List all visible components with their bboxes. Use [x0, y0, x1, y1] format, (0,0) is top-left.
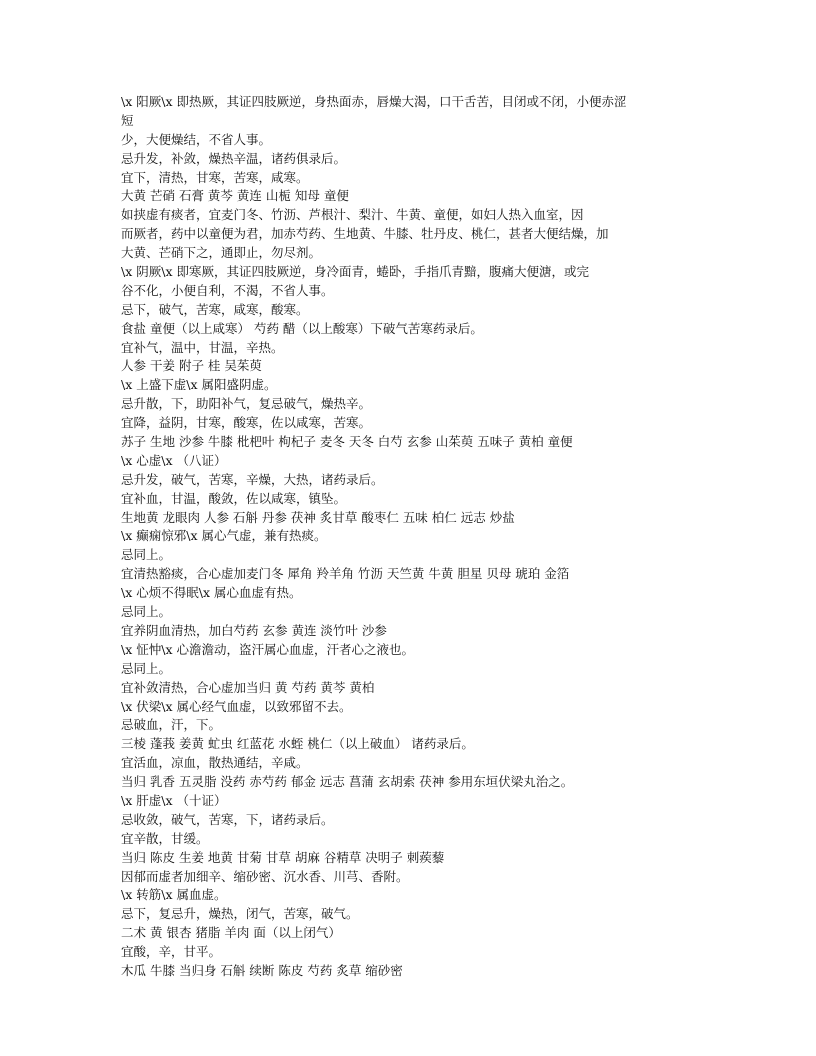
text-line: 宜补气，温中，甘温，辛热。	[121, 339, 284, 355]
text-line: 宜辛散，甘缓。	[121, 830, 209, 846]
text-line: 宜清热豁痰，合心虚加麦门冬 犀角 羚羊角 竹沥 天竺黄 牛黄 胆星 贝母 琥珀 金箔	[121, 566, 570, 582]
text-line: 忌同上。	[121, 547, 172, 563]
text-line: \x 肝虚\x （十证）	[121, 792, 227, 808]
document-body	[121, 93, 681, 981]
text-line: 生地黄 龙眼肉 人参 石斛 丹参 茯神 炙甘草 酸枣仁 五味 柏仁 远志 炒盐	[121, 509, 515, 525]
text-line: \x 伏梁\x 属心经气血虚，以致邪留不去。	[121, 698, 352, 714]
text-line: 三棱 蓬莪 姜黄 虻虫 红蓝花 水蛭 桃仁（以上破血） 诸药录后。	[121, 736, 474, 752]
text-line: 如挟虚有痰者，宜麦门冬、竹沥、芦根汁、梨汁、牛黄、童便，如妇人热入血室，因	[121, 207, 584, 223]
text-line: 忌同上。	[121, 604, 172, 620]
text-line: 二术 黄 银杏 猪脂 羊肉 面（以上闭气）	[121, 925, 341, 941]
text-line: 当归 乳香 五灵脂 没药 赤芍药 郁金 远志 菖蒲 玄胡索 茯神 参用东垣伏梁丸治之。	[121, 774, 574, 790]
text-line: 人参 干姜 附子 桂 吴茱萸	[121, 358, 262, 374]
text-line: 宜活血，凉血，散热通结，辛咸。	[121, 755, 309, 771]
text-line: 忌同上。	[121, 660, 172, 676]
text-line: 宜补敛清热，合心虚加当归 黄 芍药 黄芩 黄柏	[121, 679, 375, 695]
text-line: 忌下，破气，苦寒，咸寒，酸寒。	[121, 301, 309, 317]
text-line: \x 怔忡\x 心澹澹动，盗汗属心血虚，汗者心之液也。	[121, 641, 414, 657]
text-line: 忌收敛，破气，苦寒，下，诸药录后。	[121, 811, 334, 827]
text-line: 宜补血，甘温，酸敛，佐以咸寒，镇坠。	[121, 490, 347, 506]
text-line: 忌下，复忌升，燥热，闭气，苦寒，破气。	[121, 906, 359, 922]
text-line: 食盐 童便（以上咸寒） 芍药 醋（以上酸寒）下破气苦寒药录后。	[121, 320, 483, 336]
text-line: 苏子 生地 沙参 牛膝 枇杷叶 枸杞子 麦冬 天冬 白芍 玄参 山茱萸 五味子 黄柏 童便	[121, 434, 573, 450]
text-line: \x 心虚\x （八证）	[121, 452, 227, 468]
text-line: 宜降，益阴，甘寒，酸寒，佐以咸寒，苦寒。	[121, 415, 372, 431]
text-line: \x 上盛下虚\x 属阳盛阴虚。	[121, 377, 277, 393]
text-line: \x 心烦不得眠\x 属心血虚有热。	[121, 585, 302, 601]
text-line: 木瓜 牛膝 当归身 石斛 续断 陈皮 芍药 炙草 缩砂密	[121, 962, 403, 978]
text-line: \x 阴厥\x 即寒厥，其证四肢厥逆，身冷面青，蜷卧，手指爪青黯，腹痛大便溏，或完	[121, 264, 589, 280]
text-line: 短	[121, 112, 134, 128]
text-line: 宜养阴血清热，加白芍药 玄参 黄连 淡竹叶 沙参	[121, 622, 387, 638]
text-line: 忌升发，破气，苦寒，辛燥，大热，诸药录后。	[121, 471, 384, 487]
text-line: \x 转筋\x 属血虚。	[121, 887, 227, 903]
text-line: 当归 陈皮 生姜 地黄 甘菊 甘草 胡麻 谷精草 决明子 刺蒺藜	[121, 849, 445, 865]
text-line: 忌升散，下，助阳补气，复忌破气，燥热辛。	[121, 396, 372, 412]
text-line: 忌破血，汗，下。	[121, 717, 222, 733]
text-line: 谷不化，小便自利，不渴，不省人事。	[121, 282, 334, 298]
text-line: 少，大便燥结，不省人事。	[121, 131, 272, 147]
text-line: 忌升发，补敛，燥热辛温，诸药俱录后。	[121, 150, 347, 166]
text-line: 大黄、芒硝下之，通即止，勿尽剂。	[121, 245, 322, 261]
text-line: 大黄 芒硝 石膏 黄芩 黄连 山栀 知母 童便	[121, 188, 349, 204]
text-line: 而厥者，药中以童便为君，加赤芍药、生地黄、牛膝、牡丹皮、桃仁，甚者大便结燥，加	[121, 226, 609, 242]
text-line: \x 阳厥\x 即热厥，其证四肢厥逆，身热面赤，唇燥大渴，口干舌苦，目闭或不闭，小便赤涩	[121, 94, 627, 109]
text-line: 宜酸，辛，甘平。	[121, 944, 222, 960]
text-line: \x 癫痫惊邪\x 属心气虚，兼有热痰。	[121, 528, 327, 544]
text-line: 宜下，清热，甘寒，苦寒，咸寒。	[121, 169, 309, 185]
text-line: 因郁而虚者加细辛、缩砂密、沉水香、川芎、香附。	[121, 868, 409, 884]
